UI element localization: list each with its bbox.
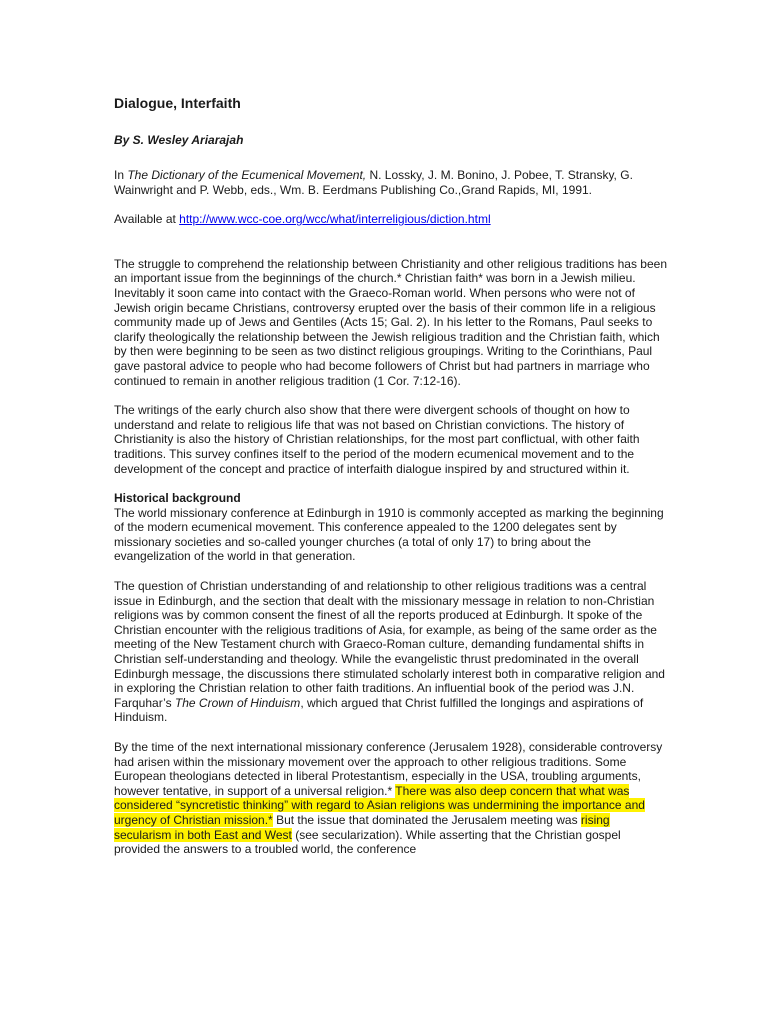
paragraph-5-part-b: But the issue that dominated the Jerusalem meeting was bbox=[272, 812, 581, 827]
author-byline: By S. Wesley Ariarajah bbox=[114, 133, 244, 147]
section-heading: Historical background bbox=[114, 491, 241, 506]
citation-prefix: In bbox=[114, 168, 128, 182]
citation-book-title: The Dictionary of the Ecumenical Movement, bbox=[127, 168, 367, 182]
citation-details: N. Lossky, J. M. Bonino, J. Pobee, T. Stransky, G. Wainwright and P. Webb, eds., Wm. B. Eerdmans Publishing Co.,Grand Rapids, MI, 1991. bbox=[114, 168, 633, 197]
source-link[interactable]: http://www.wcc-coe.org/wcc/what/interreligious/diction.html bbox=[179, 212, 491, 227]
citation bbox=[114, 168, 668, 197]
paragraph-5 bbox=[114, 740, 668, 857]
highlighted-text-2: rising secularism in both East and West bbox=[114, 812, 610, 842]
availability-prefix: Available at bbox=[114, 212, 180, 227]
paragraph-4-text: The question of Christian understanding of and relationship to other religious traditions was a central issue in Edinburgh, and the section that dealt with the missionary message in relation to non-Christian religions was by common consent the finest of all the reports produced at Edinburgh. It spoke of the Christian encounter with the religious traditions of Asia, for example, as being of the same order as the meeting of the New Testament church with Graeco-Roman culture, demanding fundamental shifts in Christian self-understanding and theology. While the evangelistic thrust predominated in the overall Edinburgh message, the discussions there stimulated scholarly interest both in comparative religion and in exploring the Christian relation to other faith traditions. An influential book of the period was J.N. Farquhar’s bbox=[114, 579, 665, 710]
document-title: Dialogue, Interfaith bbox=[114, 95, 241, 111]
paragraph-2: The writings of the early church also show that there were divergent schools of thought on how to understand and relate to religious life that was not based on Christian convictions. The history of Christianity is also the history of Christian relationships, for the most part conflictual, with other faith traditions. This survey confines itself to the period of the modern ecumenical movement and to the development of the concept and practice of interfaith dialogue inspired by and structured within it. bbox=[114, 403, 640, 476]
paragraph-4-end: , which argued that Christ fulfilled the longings and aspirations of Hinduism. bbox=[114, 695, 644, 725]
paragraph-1: The struggle to comprehend the relationship between Christianity and other religious traditions has been an important issue from the beginnings of the church.* Christian faith* was born in a Jewish milieu. Inevitably it soon came into contact with the Graeco-Roman world. When persons who were not of Jewish origin became Christians, controversy erupted over the basis of their common life in a religious community made up of Jews and Gentiles (Acts 15; Gal. 2). In his letter to the Romans, Paul seeks to clarify theologically the relationship between the Jewish religious tradition and the Christian faith, which by then were beginning to be seen as two distinct religious groupings. Writing to the Corinthians, Paul gave pastoral advice to people who had become followers of Christ but had partners in marriage who continued to remain in another religious tradition (1 Cor. 7:12-16). bbox=[114, 256, 667, 388]
paragraph-5-part-c: (see secularization). While asserting that the Christian gospel provided the answers to a troubled world, the conference bbox=[114, 827, 621, 857]
availability-line bbox=[114, 212, 668, 227]
highlighted-text-1: There was also deep concern that what was considered “syncretistic thinking” with regard to Asian religions was undermining the importance and urgency of Christian mission.* bbox=[114, 783, 645, 827]
paragraph-4-book-title: The Crown of Hinduism bbox=[174, 695, 301, 710]
paragraph-3: The world missionary conference at Edinburgh in 1910 is commonly accepted as marking the beginning of the modern ecumenical movement. This conference appealed to the 1200 delegates sent by missionary societies and so-called younger churches (a total of only 17) to bring about the evangelization of the world in that generation. bbox=[114, 505, 664, 564]
paragraph-5-part-a: By the time of the next international missionary conference (Jerusalem 1928), considerable controversy had arisen within the missionary movement over the approach to other religious traditions. Some European theologians detected in liberal Protestantism, especially in the USA, troubling arguments, however tentative, in support of a universal religion.* bbox=[114, 740, 663, 798]
paragraph-4 bbox=[114, 579, 668, 725]
